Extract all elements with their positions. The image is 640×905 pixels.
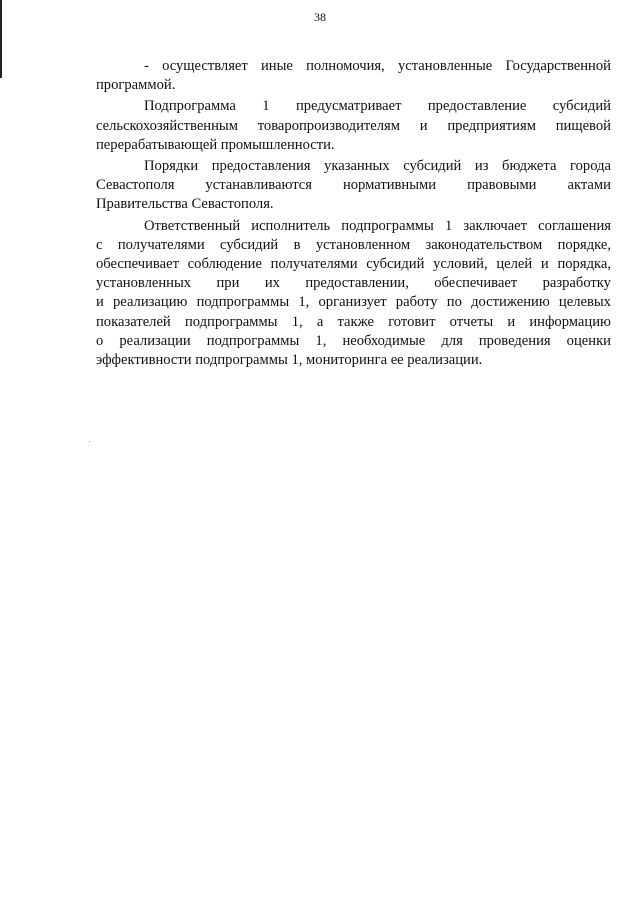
- word: из: [474, 158, 489, 175]
- word: показателей: [96, 313, 171, 330]
- document-body: [96, 57, 611, 372]
- text-line: эффективности подпрограммы 1, мониторинга ее реализации.: [96, 352, 483, 369]
- word: пищевой: [555, 117, 611, 134]
- text-line: [96, 274, 611, 293]
- word: информацию: [529, 313, 611, 330]
- word: порядке,: [557, 236, 611, 253]
- word: субсидий: [220, 236, 279, 253]
- word: субсидий: [403, 158, 462, 175]
- word: и: [419, 117, 428, 134]
- text-line: [96, 57, 611, 76]
- word: Порядки: [144, 158, 199, 175]
- word: установленных: [96, 275, 192, 292]
- word: 1,: [298, 294, 310, 311]
- word: их: [264, 275, 280, 292]
- word: установленные: [397, 58, 493, 74]
- text-line: [96, 332, 611, 351]
- text-line: [96, 293, 611, 312]
- word: целевых: [558, 294, 611, 311]
- word: подпрограммы: [184, 313, 278, 330]
- word: Ответственный: [144, 217, 241, 234]
- word: отчеты: [449, 313, 494, 330]
- word: обеспечивает: [434, 275, 518, 292]
- word: также: [337, 313, 374, 330]
- word: 1,: [291, 313, 303, 330]
- word: товаропроизводителям: [257, 117, 400, 134]
- word: подпрограммы: [341, 217, 434, 234]
- word: порядка,: [557, 256, 611, 273]
- word: иные: [260, 58, 293, 74]
- word: предусматривает: [295, 98, 402, 115]
- word: нормативными: [342, 177, 437, 194]
- text-line: [96, 255, 611, 274]
- word: получателями: [270, 256, 358, 273]
- word: сельскохозяйственным: [96, 117, 238, 134]
- word: достижению: [471, 294, 550, 311]
- word: при: [216, 275, 240, 292]
- word: организует: [318, 294, 387, 311]
- word: Государственной: [505, 58, 611, 74]
- word: бюджета: [502, 158, 557, 175]
- text-line: [96, 176, 611, 195]
- paragraph-3: [96, 157, 611, 215]
- word: исполнитель: [251, 217, 331, 234]
- word: целей: [496, 256, 533, 273]
- word: полномочия,: [306, 58, 385, 74]
- word: готовит: [388, 313, 436, 330]
- word: по: [446, 294, 462, 311]
- text-line: Правительства Севастополя.: [96, 196, 274, 213]
- word: обеспечивает: [96, 256, 179, 273]
- text-line: [96, 313, 611, 332]
- word: указанных: [324, 158, 390, 175]
- word: правовыми: [467, 177, 537, 194]
- word: города: [570, 158, 611, 175]
- word: заключает: [463, 217, 528, 234]
- word: предоставления: [211, 158, 311, 175]
- word: предоставлении,: [305, 275, 409, 292]
- paragraph-4: [96, 217, 611, 371]
- word: оценки: [566, 332, 611, 349]
- word: реализации: [119, 332, 191, 349]
- word: Подпрограмма: [144, 98, 236, 115]
- text-line: [96, 236, 611, 255]
- word: подпрограммы: [196, 294, 290, 311]
- text-line: [96, 97, 611, 116]
- word: Севастополя: [96, 177, 175, 194]
- page-number: 38: [314, 10, 326, 24]
- word: 1,: [315, 332, 327, 349]
- word: актами: [567, 177, 611, 194]
- text-line: [96, 157, 611, 176]
- word: соглашения: [538, 217, 611, 234]
- word: законодательством: [425, 236, 543, 253]
- word: и: [507, 313, 516, 330]
- scan-artifact-dot: [89, 441, 90, 442]
- word: разработку: [542, 275, 611, 292]
- word: 1: [262, 98, 270, 115]
- text-line: [96, 117, 611, 136]
- word: 1: [444, 217, 453, 234]
- word: проведения: [478, 332, 551, 349]
- word: устанавливаются: [205, 177, 312, 194]
- paragraph-2: [96, 97, 611, 155]
- word: -: [144, 58, 149, 74]
- word: работу: [395, 294, 438, 311]
- word: соблюдение: [187, 256, 262, 273]
- word: субсидий: [552, 98, 611, 115]
- word: а: [316, 313, 324, 330]
- word: установленном: [315, 236, 411, 253]
- word: реализацию: [113, 294, 188, 311]
- word: с: [96, 236, 103, 253]
- word: о: [96, 332, 104, 349]
- paragraph-1: [96, 57, 611, 95]
- word: субсидий: [366, 256, 425, 273]
- word: предоставление: [427, 98, 527, 115]
- word: осуществляет: [162, 58, 248, 74]
- word: и: [96, 294, 104, 311]
- word: предприятиям: [447, 117, 536, 134]
- text-line: перерабатывающей промышленности.: [96, 136, 335, 153]
- word: и: [540, 256, 549, 273]
- word: в: [293, 236, 301, 253]
- word: получателями: [117, 236, 205, 253]
- word: необходимые: [342, 332, 426, 349]
- word: условий,: [433, 256, 488, 273]
- text-line: программой.: [96, 77, 176, 94]
- word: для: [441, 332, 463, 349]
- word: подпрограммы: [206, 332, 300, 349]
- text-line: [96, 217, 611, 236]
